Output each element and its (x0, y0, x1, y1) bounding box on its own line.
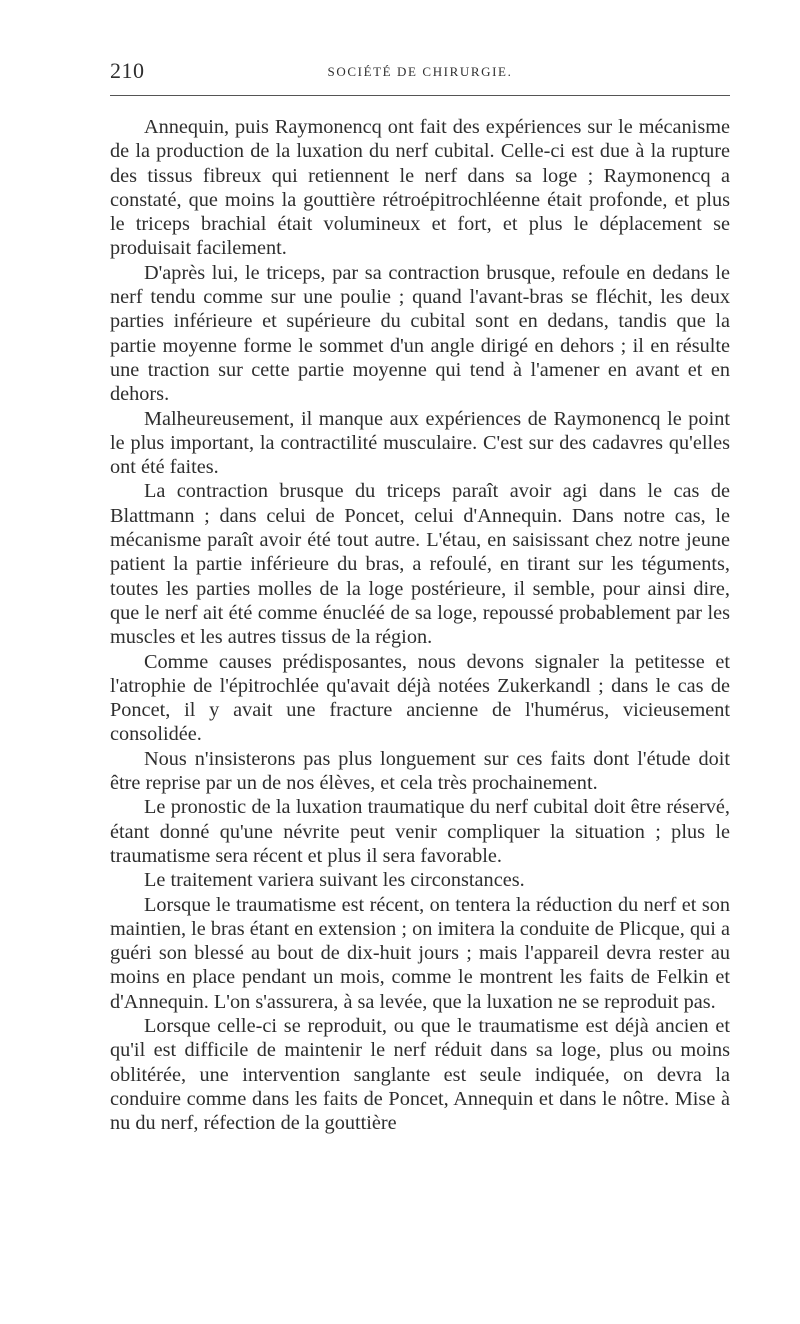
paragraph: Nous n'insisterons pas plus longuement sur ces faits dont l'étude doit être reprise par un de nos élèves, et cela très prochainement. (110, 747, 730, 795)
paragraph: Annequin, puis Raymonencq ont fait des expériences sur le mécanisme de la production de la luxation du nerf cubital. Celle-ci est due à la rupture des tissus fibreux qui retiennent le nerf dans sa loge ; Raymonencq a constaté, que moins la gouttière rétroépitrochléenne était profonde, et plus le triceps brachial était volumineux et fort, et plus le déplacement se produisait facilement. (110, 116, 730, 260)
paragraph: Comme causes prédisposantes, nous devons signaler la petitesse et l'atrophie de l'épitrochlée qu'avait déjà notées Zukerkandl ; dans le cas de Poncet, il y avait une fracture ancienne de l'humérus, vicieusement consolidée. (110, 650, 730, 746)
paragraph: Le traitement variera suivant les circonstances. (144, 869, 525, 892)
page-number: 210 (110, 58, 145, 83)
paragraph: Le pronostic de la luxation traumatique du nerf cubital doit être réservé, étant donné qu'une névrite peut venir compliquer la situation ; plus le traumatisme sera récent et plus il sera favorable. (110, 796, 730, 867)
paragraph: Lorsque celle-ci se reproduit, ou que le traumatisme est déjà ancien et qu'il est difficile de maintenir le nerf réduit dans sa loge, plus ou moins oblitérée, une intervention sanglante est seule indiquée, on devra la conduire comme dans les faits de Poncet, Annequin et dans le nôtre. Mise à nu du nerf, réfection de la gouttière (110, 1014, 730, 1135)
header-rule (110, 95, 730, 96)
paragraph: Lorsque le traumatisme est récent, on tentera la réduction du nerf et son maintien, le bras étant en extension ; on imitera la conduite de Plicque, qui a guéri son blessé au bout de dix-huit jours ; mais l'appareil devra rester au moins en place pendant un mois, comme le montrent les faits de Felkin et d'Annequin. L'on s'assurera, à sa levée, que la luxation ne se reproduit pas. (110, 893, 730, 1013)
body-text (110, 115, 730, 1135)
paragraph: La contraction brusque du triceps paraît avoir agi dans le cas de Blattmann ; dans celui de Poncet, celui d'Annequin. Dans notre cas, le mécanisme paraît avoir été tout autre. L'étau, en saisissant chez notre jeune patient la partie inférieure du bras, a refoulé, en tirant sur les téguments, toutes les parties molles de la loge postérieure, il semble, pour ainsi dire, que le nerf ait été comme énucléé de sa loge, repoussé probablement par les muscles et les autres tissus de la région. (110, 480, 730, 649)
paragraph: Malheureusement, il manque aux expériences de Raymonencq le point le plus important, la contractilité musculaire. C'est sur des cadavres qu'elles ont été faites. (110, 407, 730, 479)
page-header (110, 58, 730, 88)
running-head: SOCIÉTÉ DE CHIRURGIE. (327, 64, 513, 79)
paragraph: D'après lui, le triceps, par sa contraction brusque, refoule en dedans le nerf tendu comme sur une poulie ; quand l'avant-bras se fléchit, les deux parties inférieure et supérieure du cubital sont en dedans, tandis que la partie moyenne forme le sommet d'un angle dirigé en dehors ; il en résulte une traction sur cette partie moyenne qui tend à l'amener en avant et en dehors. (110, 261, 730, 406)
